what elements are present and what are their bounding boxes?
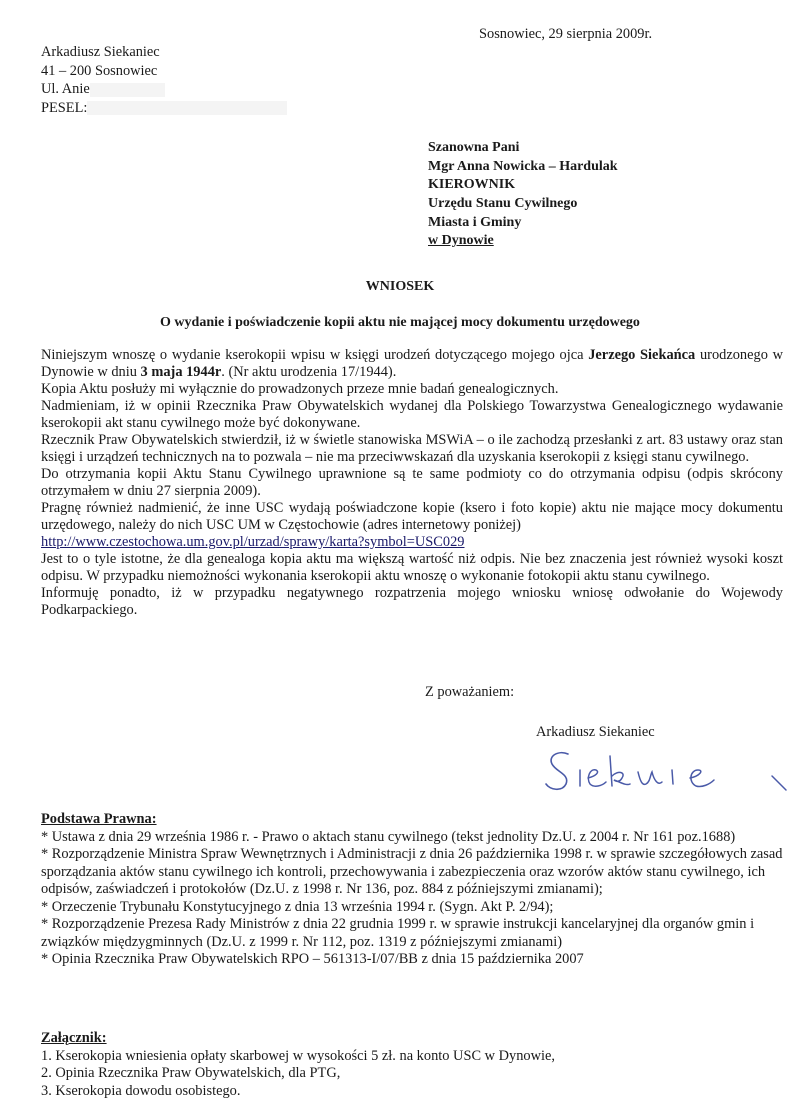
body-text: . (Nr aktu urodzenia 17/1944). (221, 364, 397, 380)
attachment-item: 2. Opinia Rzecznika Praw Obywatelskich, dla PTG, (41, 1065, 341, 1081)
father-name: Jerzego Siekańca (588, 347, 696, 363)
sender-pesel (41, 100, 287, 119)
sender-street-text: Ul. Anie (41, 81, 90, 97)
birth-date: 3 maja 1944r (140, 364, 222, 380)
recipient-line: Mgr Anna Nowicka – Hardulak (428, 158, 618, 174)
sender-street (41, 81, 287, 100)
signer-name: Arkadiusz Siekaniec (536, 724, 655, 740)
attachments-heading: Załącznik: (41, 1030, 107, 1046)
body-paragraph: Informuję ponadto, iż w przypadku negatywnego rozpatrzenia mojego wniosku wniosę odwołanie do Wojewody Podkarpackiego. (41, 585, 783, 618)
attachment-item: 1. Kserokopia wniesienia opłaty skarbowej w wysokości 5 zł. na konto USC w Dynowie, (41, 1047, 555, 1064)
recipient-line: Szanowna Pani (428, 140, 520, 155)
body-paragraph: Do otrzymania kopii Aktu Stanu Cywilnego uprawnione są te same podmioty co do otrzymania odpisu (odpis skrócony otrzymałem w dniu 27 sierpnia 2009). (41, 466, 783, 499)
closing: Z poważaniem: (425, 684, 515, 700)
body-paragraph (41, 347, 783, 381)
document-title: WNIOSEK (365, 279, 435, 294)
recipient-line: w Dynowie (428, 233, 494, 249)
legal-basis (41, 811, 783, 969)
legal-heading: Podstawa Prawna: (41, 811, 157, 827)
recipient-line: Miasta i Gminy (428, 214, 522, 230)
attachment-item: 3. Kserokopia dowodu osobistego. (41, 1082, 241, 1099)
body-paragraph: Kopia Aktu posłuży mi wyłącznie do prowadzonych przeze mnie badań genealogicznych. (41, 381, 559, 397)
body-paragraph: Jest to o tyle istotne, że dla genealoga kopia aktu ma większą wartość niż odpis. Nie bez znaczenia jest również wysoki koszt odpisu. W przypadku niemożności wykonania kserokopii aktu wnoszę o wykonanie fotokopii aktu stanu cywilnego. (41, 551, 783, 584)
body-paragraph: Pragnę również nadmienić, że inne USC wydają poświadczone kopie (ksero i foto kopie) aktu nie mające mocy dokumentu urzędowego, należy do nich USC UM w Częstochowie (adres internetowy poniżej) (41, 500, 783, 533)
recipient-block (428, 139, 618, 251)
sender-block (41, 44, 287, 118)
legal-item: * Orzeczenie Trybunału Konstytucyjnego z dnia 13 września 1994 r. (Sygn. Akt P. 2/94); (41, 898, 554, 915)
legal-item: * Ustawa z dnia 29 września 1986 r. - Prawo o aktach stanu cywilnego (tekst jednolity Dz.U. z 2004 r. Nr 161 poz.1688) (41, 828, 736, 845)
sender-postal: 41 – 200 Sosnowiec (41, 62, 158, 79)
redacted-street (90, 83, 165, 97)
document-subject: O wydanie i poświadczenie kopii aktu nie mającej mocy dokumentu urzędowego (160, 315, 640, 330)
handwritten-signature (540, 742, 790, 807)
body-paragraph: Rzecznik Praw Obywatelskich stwierdził, iż w świetle stanowiska MSWiA – o ile zachodzą przesłanki z art. 83 ustawy oraz stan księgi i urządzeń technicznych na to pozwala – nie ma przeciwwskazań dla uzyskania kserokopii z księgi stanu cywilnego. (41, 432, 783, 465)
legal-item: * Opinia Rzecznika Praw Obywatelskich RPO – 561313-I/07/BB z dnia 15 października 2007 (41, 951, 584, 967)
recipient-line: KIEROWNIK (428, 177, 516, 193)
letter-body (41, 347, 783, 619)
body-text: Niniejszym wnoszę o wydanie kserokopii wpisu w księgi urodzeń dotyczącego mojego ojca (41, 347, 584, 363)
redacted-pesel (87, 101, 287, 115)
pesel-label: PESEL: (41, 99, 88, 116)
usc-link[interactable]: http://www.czestochowa.um.gov.pl/urzad/sprawy/karta?symbol=USC029 (41, 534, 465, 550)
place-date: Sosnowiec, 29 sierpnia 2009r. (479, 26, 653, 42)
legal-item: * Rozporządzenie Prezesa Rady Ministrów z dnia 22 grudnia 1999 r. w sprawie instrukcji kancelaryjnej dla organów gmin i związków międzygminnych (Dz.U. z 1999 r. Nr 112, poz. 1319 z późniejszymi zmianami) (41, 916, 755, 950)
legal-item: * Rozporządzenie Ministra Spraw Wewnętrznych i Administracji z dnia 26 października 1998 r. w sprawie szczegółowych zasad sporządzania aktów stanu cywilnego ich kontroli, przechowywania i zabezpieczenia oraz wzorów aktów stanu cywilnego, ich odpisów, zaświadczeń i protokołów (Dz.U. z 1998 r. Nr 136, poz. 884 z późniejszymi zmianami); (41, 846, 783, 897)
link-paragraph (41, 534, 783, 551)
recipient-line: Urzędu Stanu Cywilnego (428, 196, 578, 212)
body-text: urodzonego w Dynowie w dniu (41, 347, 783, 380)
sender-name: Arkadiusz Siekaniec (41, 44, 160, 60)
body-paragraph: Nadmieniam, iż w opinii Rzecznika Praw Obywatelskich wydanej dla Polskiego Towarzystwa Genealogicznego wydawanie kserokopii akt stanu cywilnego może być dokonywane. (41, 398, 783, 431)
signature-drawing (540, 742, 790, 802)
attachments (41, 1030, 783, 1100)
